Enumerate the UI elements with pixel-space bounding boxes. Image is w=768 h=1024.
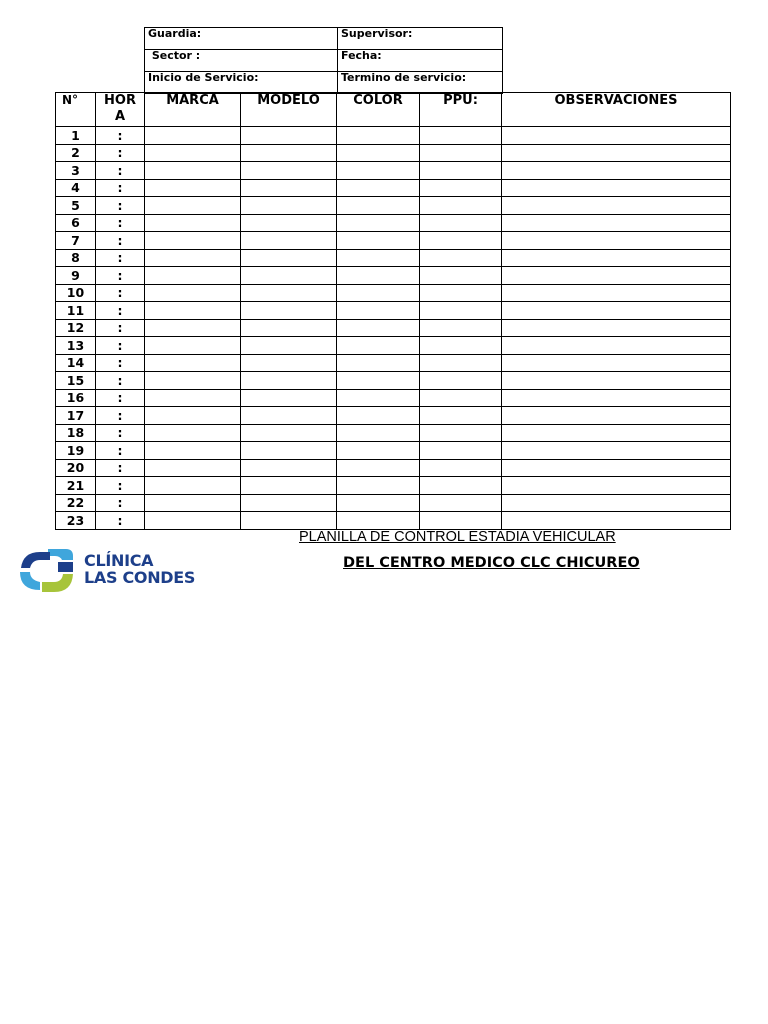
hora-cell[interactable]: : xyxy=(96,214,145,232)
hora-cell[interactable]: : xyxy=(96,407,145,425)
table-row xyxy=(56,372,731,390)
modelo-cell[interactable] xyxy=(241,127,337,145)
color-cell[interactable] xyxy=(337,424,420,442)
hora-cell[interactable]: : xyxy=(96,319,145,337)
hora-cell[interactable]: : xyxy=(96,459,145,477)
row-number: 22 xyxy=(56,494,96,512)
row-number: 18 xyxy=(56,424,96,442)
ppu-cell[interactable] xyxy=(420,127,502,145)
table-row xyxy=(56,144,731,162)
fecha-field[interactable] xyxy=(338,50,503,72)
ppu-cell[interactable] xyxy=(420,197,502,215)
hora-cell[interactable]: : xyxy=(96,144,145,162)
modelo-cell[interactable] xyxy=(241,319,337,337)
marca-cell[interactable] xyxy=(145,459,241,477)
row-number: 14 xyxy=(56,354,96,372)
observaciones-cell[interactable] xyxy=(502,197,731,215)
hora-cell[interactable]: : xyxy=(96,424,145,442)
marca-cell[interactable] xyxy=(145,477,241,495)
marca-cell[interactable] xyxy=(145,197,241,215)
observaciones-cell[interactable] xyxy=(502,477,731,495)
row-number: 15 xyxy=(56,372,96,390)
modelo-cell[interactable] xyxy=(241,249,337,267)
color-cell[interactable] xyxy=(337,162,420,180)
modelo-cell[interactable] xyxy=(241,354,337,372)
table-row xyxy=(56,442,731,460)
observaciones-cell[interactable] xyxy=(502,354,731,372)
marca-cell[interactable] xyxy=(145,337,241,355)
modelo-cell[interactable] xyxy=(241,477,337,495)
color-cell[interactable] xyxy=(337,144,420,162)
observaciones-cell[interactable] xyxy=(502,389,731,407)
row-number: 7 xyxy=(56,232,96,250)
termino-servicio-label: Termino de servicio: xyxy=(341,71,467,84)
hora-cell[interactable]: : xyxy=(96,442,145,460)
ppu-cell[interactable] xyxy=(420,284,502,302)
modelo-cell[interactable] xyxy=(241,389,337,407)
table-row xyxy=(56,197,731,215)
hora-cell[interactable]: : xyxy=(96,302,145,320)
color-cell[interactable] xyxy=(337,407,420,425)
observaciones-cell[interactable] xyxy=(502,494,731,512)
table-row xyxy=(56,302,731,320)
table-row xyxy=(56,389,731,407)
modelo-cell[interactable] xyxy=(241,372,337,390)
color-cell[interactable] xyxy=(337,459,420,477)
table-row xyxy=(56,284,731,302)
hora-cell[interactable]: : xyxy=(96,267,145,285)
logo-text-line2: LAS CONDES xyxy=(84,568,196,587)
ppu-cell[interactable] xyxy=(420,389,502,407)
ppu-cell[interactable] xyxy=(420,337,502,355)
ppu-cell[interactable] xyxy=(420,144,502,162)
marca-cell[interactable] xyxy=(145,284,241,302)
marca-cell[interactable] xyxy=(145,407,241,425)
hora-cell[interactable]: : xyxy=(96,494,145,512)
ppu-cell[interactable] xyxy=(420,162,502,180)
color-cell[interactable] xyxy=(337,512,420,530)
modelo-cell[interactable] xyxy=(241,302,337,320)
table-row xyxy=(56,354,731,372)
termino-servicio-field[interactable] xyxy=(338,72,503,94)
hora-cell[interactable]: : xyxy=(96,179,145,197)
marca-cell[interactable] xyxy=(145,127,241,145)
row-number: 21 xyxy=(56,477,96,495)
row-number: 12 xyxy=(56,319,96,337)
hora-cell[interactable]: : xyxy=(96,249,145,267)
inicio-servicio-label: Inicio de Servicio: xyxy=(148,71,259,84)
observaciones-cell[interactable] xyxy=(502,337,731,355)
column-header-color: COLOR xyxy=(337,93,420,127)
table-row xyxy=(56,232,731,250)
row-number: 13 xyxy=(56,337,96,355)
row-number: 20 xyxy=(56,459,96,477)
modelo-cell[interactable] xyxy=(241,459,337,477)
inicio-servicio-field[interactable] xyxy=(145,72,338,94)
row-number: 6 xyxy=(56,214,96,232)
modelo-cell[interactable] xyxy=(241,162,337,180)
table-row xyxy=(56,477,731,495)
row-number: 9 xyxy=(56,267,96,285)
observaciones-cell[interactable] xyxy=(502,372,731,390)
ppu-cell[interactable] xyxy=(420,372,502,390)
ppu-cell[interactable] xyxy=(420,302,502,320)
color-cell[interactable] xyxy=(337,197,420,215)
observaciones-cell[interactable] xyxy=(502,424,731,442)
observaciones-cell[interactable] xyxy=(502,214,731,232)
form-title-line1: PLANILLA DE CONTROL ESTADIA VEHICULAR xyxy=(299,529,616,545)
supervisor-field[interactable] xyxy=(338,28,503,50)
modelo-cell[interactable] xyxy=(241,267,337,285)
color-cell[interactable] xyxy=(337,179,420,197)
color-cell[interactable] xyxy=(337,337,420,355)
hora-cell[interactable]: : xyxy=(96,372,145,390)
table-row xyxy=(56,337,731,355)
modelo-cell[interactable] xyxy=(241,407,337,425)
ppu-cell[interactable] xyxy=(420,459,502,477)
hora-cell[interactable]: : xyxy=(96,162,145,180)
marca-cell[interactable] xyxy=(145,354,241,372)
color-cell[interactable] xyxy=(337,127,420,145)
vehicle-log-table xyxy=(55,92,731,530)
marca-cell[interactable] xyxy=(145,214,241,232)
marca-cell[interactable] xyxy=(145,389,241,407)
color-cell[interactable] xyxy=(337,372,420,390)
table-row xyxy=(56,249,731,267)
header-form-table xyxy=(144,27,503,94)
row-number: 10 xyxy=(56,284,96,302)
table-row xyxy=(56,162,731,180)
modelo-cell[interactable] xyxy=(241,424,337,442)
table-row xyxy=(56,407,731,425)
observaciones-cell[interactable] xyxy=(502,162,731,180)
table-row xyxy=(56,267,731,285)
modelo-cell[interactable] xyxy=(241,214,337,232)
marca-cell[interactable] xyxy=(145,267,241,285)
logo-text-line1: CLÍNICA xyxy=(84,551,154,570)
marca-cell[interactable] xyxy=(145,144,241,162)
ppu-cell[interactable] xyxy=(420,477,502,495)
marca-cell[interactable] xyxy=(145,494,241,512)
supervisor-label: Supervisor: xyxy=(341,27,413,40)
color-cell[interactable] xyxy=(337,389,420,407)
hora-cell[interactable]: : xyxy=(96,197,145,215)
observaciones-cell[interactable] xyxy=(502,319,731,337)
hora-cell[interactable]: : xyxy=(96,512,145,530)
row-number: 23 xyxy=(56,512,96,530)
observaciones-cell[interactable] xyxy=(502,127,731,145)
color-cell[interactable] xyxy=(337,302,420,320)
marca-cell[interactable] xyxy=(145,372,241,390)
marca-cell[interactable] xyxy=(145,512,241,530)
row-number: 8 xyxy=(56,249,96,267)
table-row xyxy=(56,179,731,197)
ppu-cell[interactable] xyxy=(420,424,502,442)
ppu-cell[interactable] xyxy=(420,214,502,232)
hora-cell[interactable]: : xyxy=(96,232,145,250)
modelo-cell[interactable] xyxy=(241,442,337,460)
marca-cell[interactable] xyxy=(145,302,241,320)
modelo-cell[interactable] xyxy=(241,337,337,355)
modelo-cell[interactable] xyxy=(241,144,337,162)
observaciones-cell[interactable] xyxy=(502,407,731,425)
table-row xyxy=(56,424,731,442)
row-number: 5 xyxy=(56,197,96,215)
column-header-observaciones: OBSERVACIONES xyxy=(502,93,731,127)
row-number: 11 xyxy=(56,302,96,320)
marca-cell[interactable] xyxy=(145,232,241,250)
row-number: 3 xyxy=(56,162,96,180)
marca-cell[interactable] xyxy=(145,319,241,337)
modelo-cell[interactable] xyxy=(241,494,337,512)
hora-cell[interactable]: : xyxy=(96,127,145,145)
table-row xyxy=(56,459,731,477)
observaciones-cell[interactable] xyxy=(502,267,731,285)
color-cell[interactable] xyxy=(337,267,420,285)
ppu-cell[interactable] xyxy=(420,267,502,285)
sector-label: Sector : xyxy=(148,49,201,62)
color-cell[interactable] xyxy=(337,319,420,337)
color-cell[interactable] xyxy=(337,442,420,460)
color-cell[interactable] xyxy=(337,354,420,372)
ppu-cell[interactable] xyxy=(420,319,502,337)
ppu-cell[interactable] xyxy=(420,232,502,250)
modelo-cell[interactable] xyxy=(241,179,337,197)
column-header-hora: HOR A xyxy=(96,93,145,127)
ppu-cell[interactable] xyxy=(420,354,502,372)
clinica-las-condes-logo xyxy=(18,546,218,596)
ppu-cell[interactable] xyxy=(420,442,502,460)
row-number: 4 xyxy=(56,179,96,197)
table-row xyxy=(56,127,731,145)
marca-cell[interactable] xyxy=(145,162,241,180)
row-number: 1 xyxy=(56,127,96,145)
column-header-modelo: MODELO xyxy=(241,93,337,127)
clinica-logo-icon xyxy=(18,546,76,594)
modelo-cell[interactable] xyxy=(241,512,337,530)
hora-cell[interactable]: : xyxy=(96,477,145,495)
column-header-marca: MARCA xyxy=(145,93,241,127)
color-cell[interactable] xyxy=(337,284,420,302)
marca-cell[interactable] xyxy=(145,424,241,442)
observaciones-cell[interactable] xyxy=(502,179,731,197)
marca-cell[interactable] xyxy=(145,179,241,197)
table-header-row xyxy=(56,93,731,127)
observaciones-cell[interactable] xyxy=(502,442,731,460)
fecha-label: Fecha: xyxy=(341,49,382,62)
hora-cell[interactable]: : xyxy=(96,389,145,407)
ppu-cell[interactable] xyxy=(420,179,502,197)
observaciones-cell[interactable] xyxy=(502,302,731,320)
ppu-cell[interactable] xyxy=(420,494,502,512)
color-cell[interactable] xyxy=(337,494,420,512)
guardia-label: Guardia: xyxy=(148,27,202,40)
hora-cell[interactable]: : xyxy=(96,337,145,355)
color-cell[interactable] xyxy=(337,214,420,232)
modelo-cell[interactable] xyxy=(241,284,337,302)
marca-cell[interactable] xyxy=(145,442,241,460)
observaciones-cell[interactable] xyxy=(502,232,731,250)
sector-field[interactable] xyxy=(145,50,338,72)
row-number: 2 xyxy=(56,144,96,162)
column-header-number: N° xyxy=(56,93,96,127)
guardia-field[interactable] xyxy=(145,28,338,50)
table-row xyxy=(56,214,731,232)
observaciones-cell[interactable] xyxy=(502,249,731,267)
table-row xyxy=(56,319,731,337)
ppu-cell[interactable] xyxy=(420,512,502,530)
color-cell[interactable] xyxy=(337,477,420,495)
row-number: 19 xyxy=(56,442,96,460)
column-header-ppu: PPU: xyxy=(420,93,502,127)
ppu-cell[interactable] xyxy=(420,249,502,267)
marca-cell[interactable] xyxy=(145,249,241,267)
row-number: 16 xyxy=(56,389,96,407)
hora-cell[interactable]: : xyxy=(96,354,145,372)
logo-wordmark xyxy=(84,552,195,586)
row-number: 17 xyxy=(56,407,96,425)
observaciones-cell[interactable] xyxy=(502,512,731,530)
observaciones-cell[interactable] xyxy=(502,144,731,162)
form-title-line2: DEL CENTRO MEDICO CLC CHICUREO xyxy=(343,555,640,571)
color-cell[interactable] xyxy=(337,249,420,267)
table-row xyxy=(56,494,731,512)
observaciones-cell[interactable] xyxy=(502,284,731,302)
ppu-cell[interactable] xyxy=(420,407,502,425)
hora-cell[interactable]: : xyxy=(96,284,145,302)
table-row xyxy=(56,512,731,530)
modelo-cell[interactable] xyxy=(241,197,337,215)
modelo-cell[interactable] xyxy=(241,232,337,250)
observaciones-cell[interactable] xyxy=(502,459,731,477)
color-cell[interactable] xyxy=(337,232,420,250)
